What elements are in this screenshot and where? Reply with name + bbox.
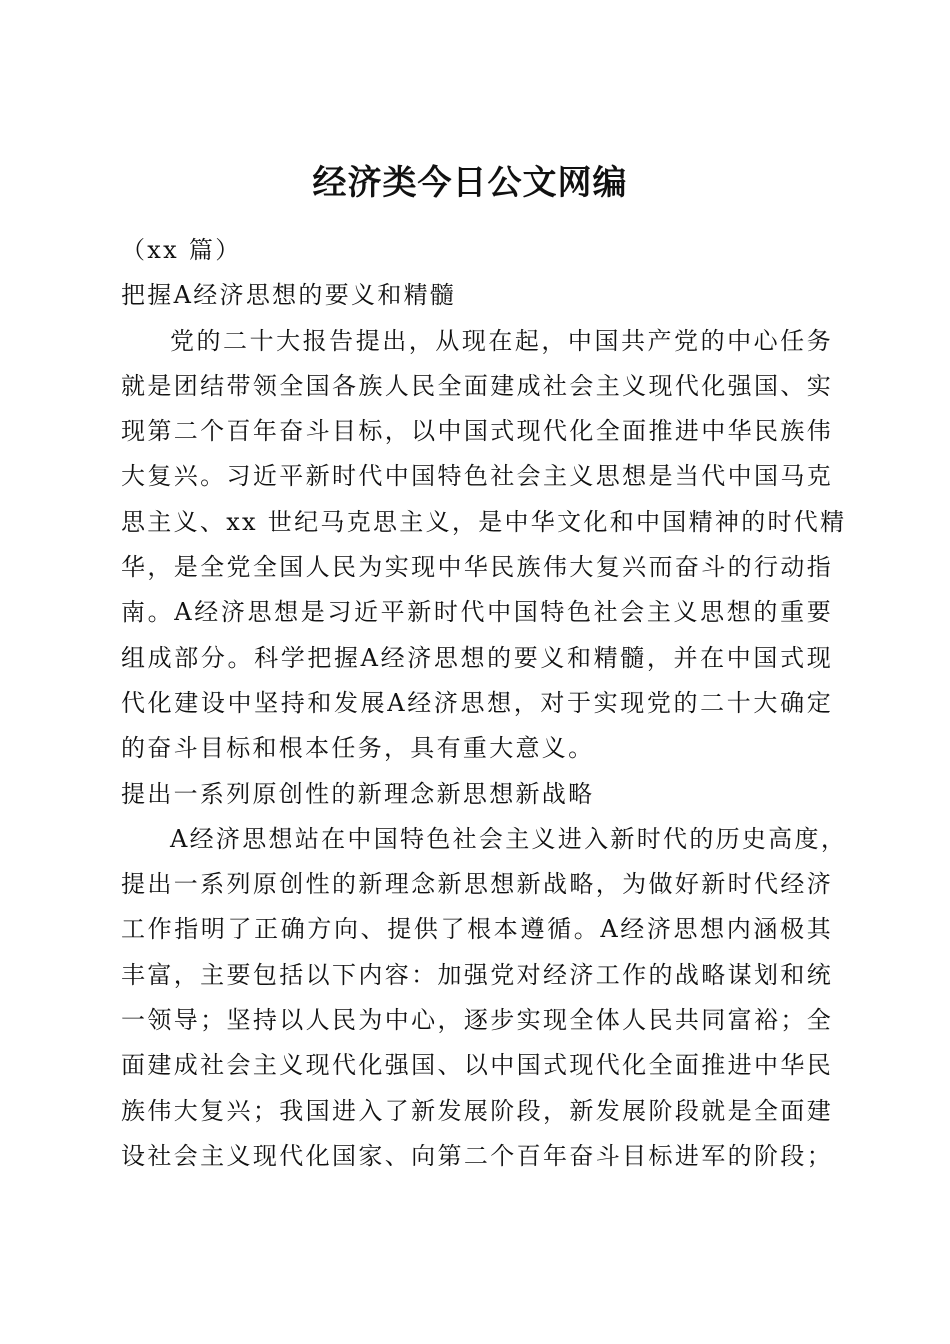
paragraph-line: 面建成社会主义现代化强国、以中国式现代化全面推进中华民 — [121, 1051, 833, 1080]
paragraph-line: 华，是全党全国人民为实现中华民族伟大复兴而奋斗的行动指 — [121, 553, 833, 582]
paragraph-line: 丰富，主要包括以下内容：加强党对经济工作的战略谋划和统 — [121, 960, 833, 989]
paragraph-line: 提出一系列原创性的新理念新思想新战略，为做好新时代经济 — [121, 870, 833, 899]
paragraph-line: 的奋斗目标和根本任务，具有重大意义。 — [121, 734, 595, 763]
paragraph-line: 设社会主义现代化国家、向第二个百年奋斗目标进军的阶段； — [121, 1141, 833, 1170]
paragraph-1 — [121, 319, 847, 772]
paragraph-2 — [121, 817, 848, 1179]
paragraph-line: 现第二个百年奋斗目标，以中国式现代化全面推进中华民族伟 — [121, 417, 833, 446]
paragraph-line: 代化建设中坚持和发展A经济思想，对于实现党的二十大确定 — [121, 688, 833, 717]
section-heading-1: 把握A经济思想的要义和精髓 — [121, 281, 457, 310]
subtitle: （xx 篇） — [121, 236, 242, 264]
paragraph-line: 族伟大复兴；我国进入了新发展阶段，新发展阶段就是全面建 — [121, 1096, 833, 1125]
document-body — [121, 228, 848, 1179]
paragraph-line: 南。A经济思想是习近平新时代中国特色社会主义思想的重要 — [121, 598, 833, 627]
paragraph-line: 组成部分。科学把握A经济思想的要义和精髓，并在中国式现 — [121, 643, 833, 672]
paragraph-line: 大复兴。习近平新时代中国特色社会主义思想是当代中国马克 — [121, 462, 833, 491]
paragraph-line: 工作指明了正确方向、提供了根本遵循。A经济思想内涵极其 — [121, 915, 833, 944]
paragraph-line: 思主义、xx 世纪马克思主义，是中华文化和中国精神的时代精 — [121, 507, 847, 536]
document-title: 经济类今日公文网编 — [312, 162, 628, 203]
paragraph-line: 就是团结带领全国各族人民全面建成社会主义现代化强国、实 — [121, 371, 833, 400]
paragraph-line: A经济思想站在中国特色社会主义进入新时代的历史高度， — [170, 824, 848, 853]
paragraph-line: 党的二十大报告提出，从现在起，中国共产党的中心任务 — [170, 326, 833, 355]
paragraph-line: 一领导；坚持以人民为中心，逐步实现全体人民共同富裕；全 — [121, 1006, 833, 1035]
section-heading-2: 提出一系列原创性的新理念新思想新战略 — [121, 779, 595, 808]
